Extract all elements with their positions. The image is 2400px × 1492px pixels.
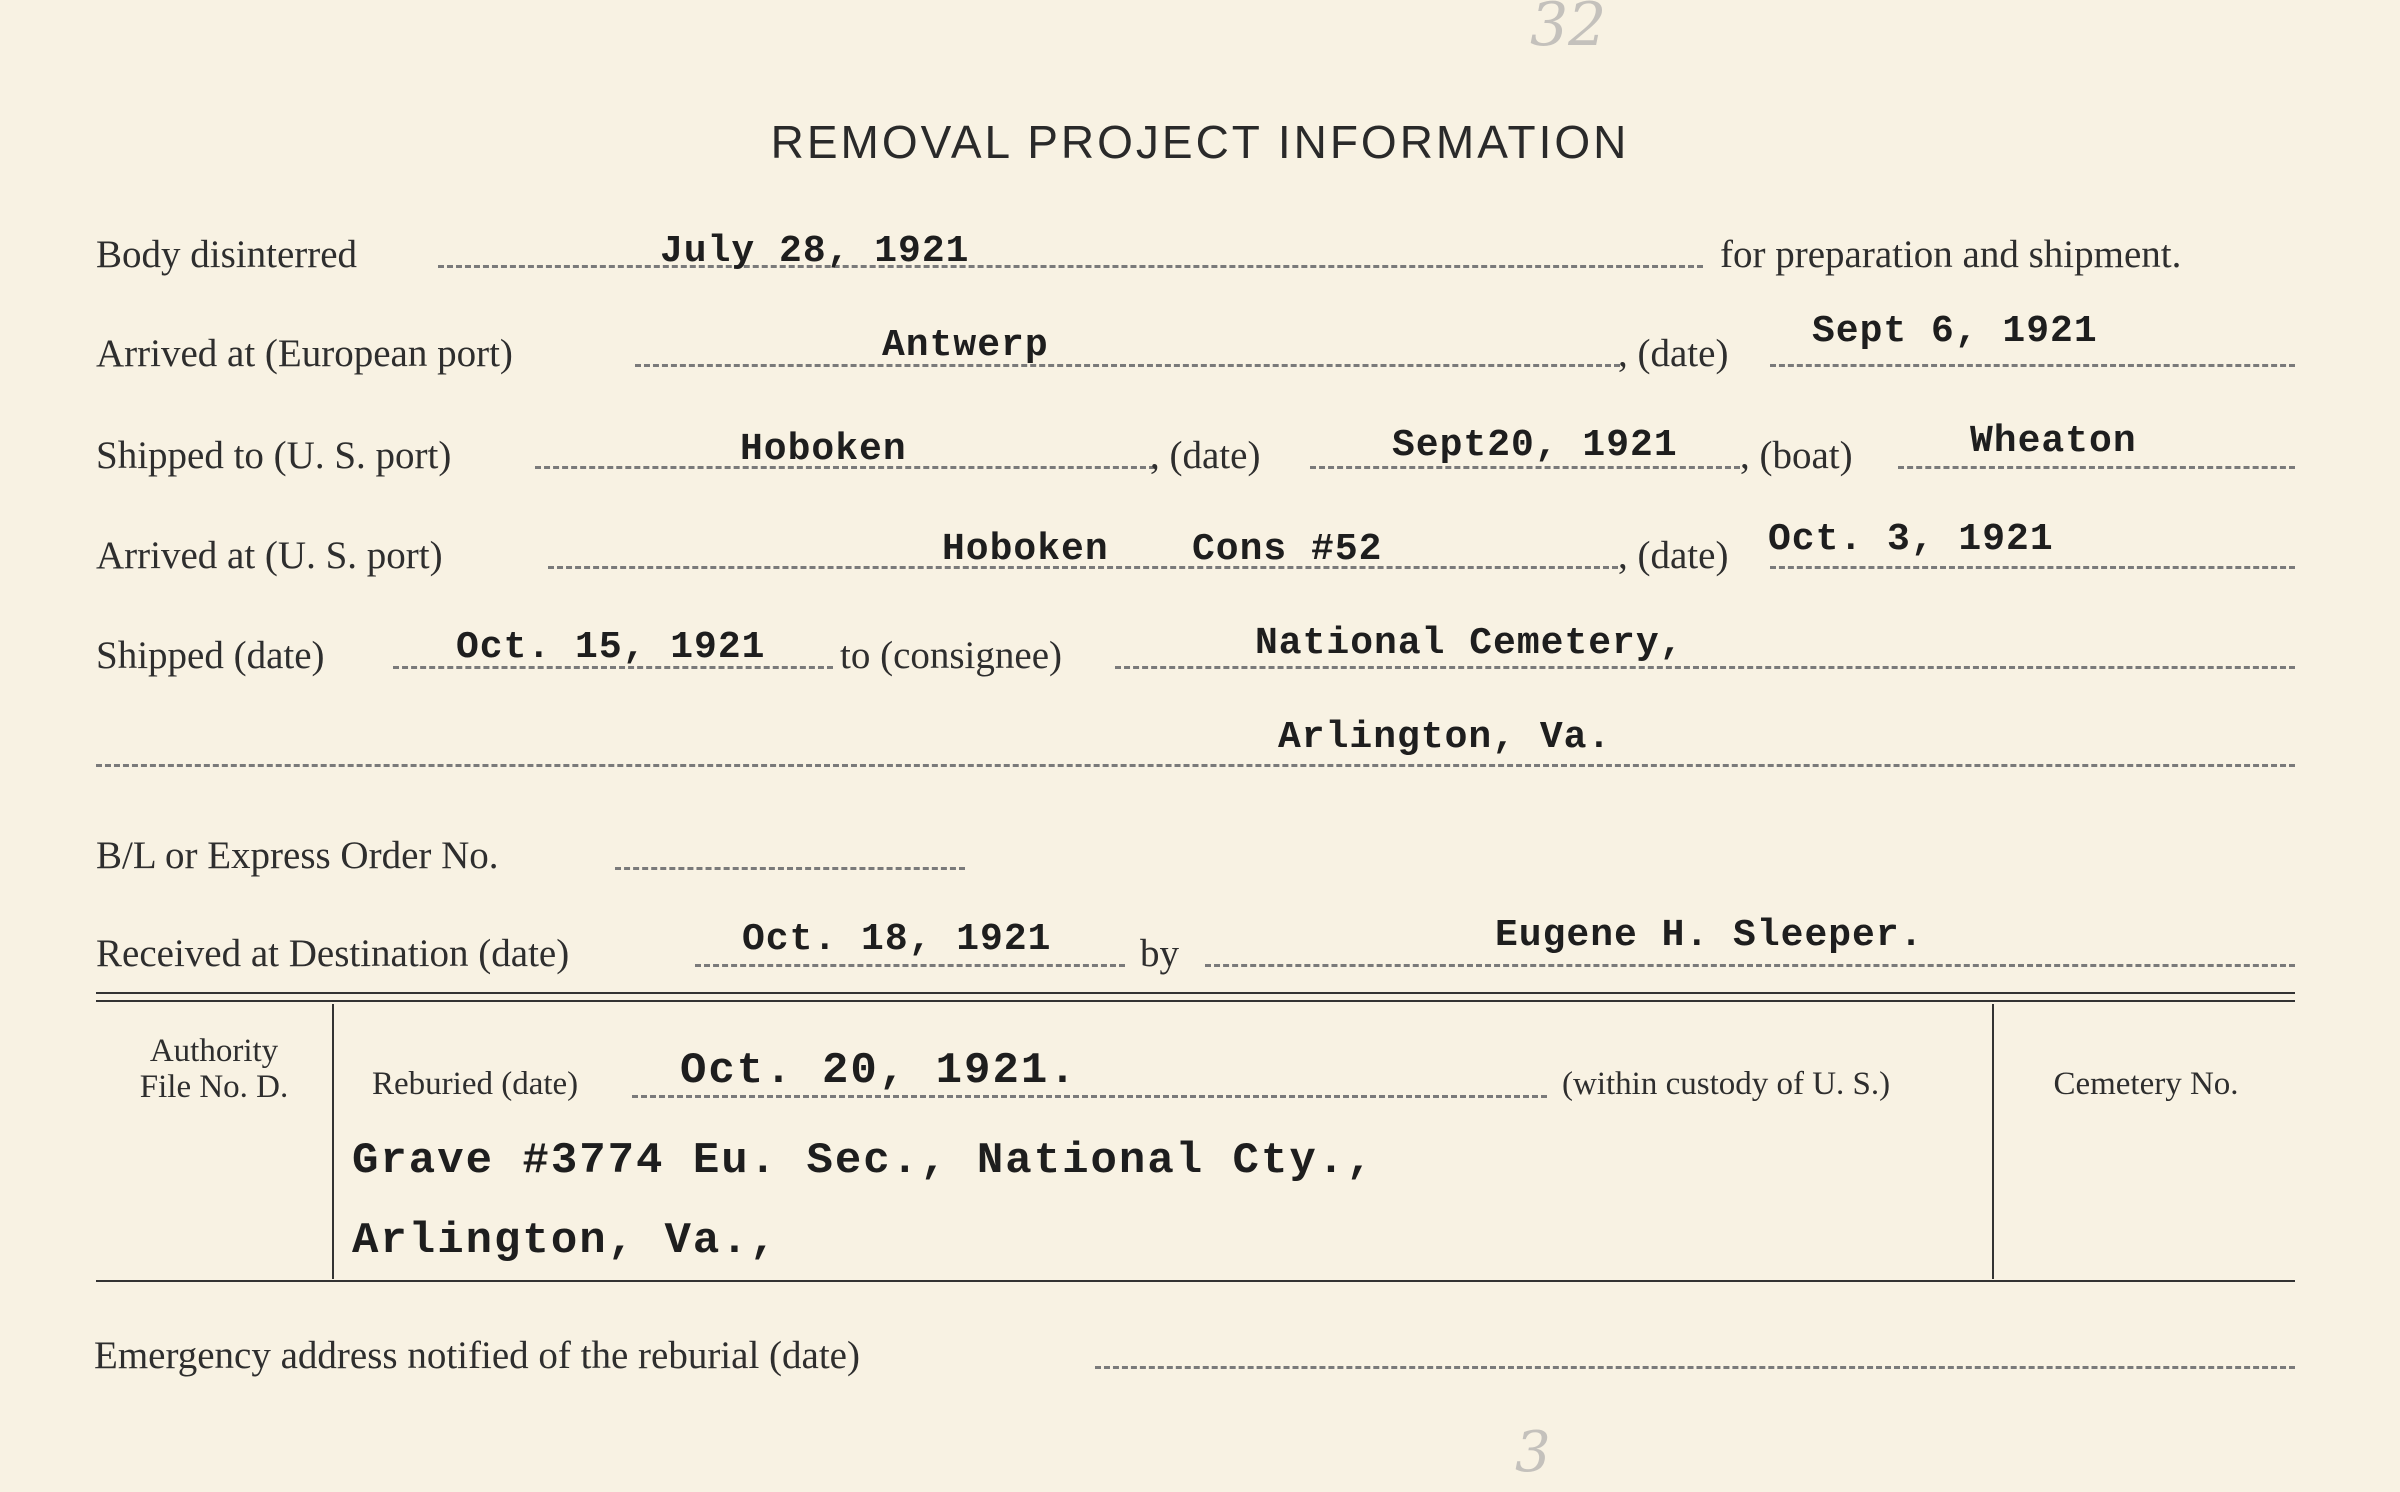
body-disinterred-value: July 28, 1921 [660, 230, 970, 273]
consignee-line-2 [96, 764, 2295, 767]
european-port-value: Antwerp [882, 324, 1049, 367]
bl-order-label: B/L or Express Order No. [96, 834, 499, 877]
us-port-shipped-value: Hoboken [740, 428, 907, 471]
box-divider-right [1992, 1004, 1994, 1279]
received-date-value: Oct. 18, 1921 [742, 918, 1052, 961]
emergency-address-label: Emergency address notified of the reburial (date) [94, 1334, 860, 1377]
us-port-shipped-date-value: Sept20, 1921 [1392, 424, 1678, 467]
received-date-label: Received at Destination (date) [96, 932, 570, 975]
custody-note: (within custody of U. S.) [1562, 1066, 1891, 1102]
box-divider-left [332, 1004, 334, 1279]
us-port-shipped-label: Shipped to (U. S. port) [96, 434, 452, 477]
grave-location-line1: Grave #3774 Eu. Sec., National Cty., [352, 1136, 1375, 1186]
boat-line [1898, 466, 2295, 469]
cemetery-no-label: Cemetery No. [2053, 1066, 2239, 1102]
received-date-line [695, 964, 1125, 967]
grave-location-line2: Arlington, Va., [352, 1216, 779, 1266]
us-port-arrived-value: Hoboken [942, 528, 1109, 571]
body-disinterred-suffix: for preparation and shipment. [1720, 233, 2182, 276]
pencil-mark-bottom: 3 [1515, 1420, 1551, 1485]
european-port-line [635, 364, 1620, 367]
received-by-value: Eugene H. Sleeper. [1495, 914, 1924, 957]
card-title: REMOVAL PROJECT INFORMATION [770, 116, 1630, 168]
boat-value: Wheaton [1970, 420, 2137, 463]
shipped-date-value: Oct. 15, 1921 [456, 626, 766, 669]
authority-label-line1: Authority [149, 1033, 279, 1069]
reburied-date-value: Oct. 20, 1921. [680, 1046, 1078, 1096]
consignment-number: Cons #52 [1192, 528, 1383, 571]
consignee-line [1115, 666, 2295, 669]
consignee-label: to (consignee) [840, 634, 1063, 677]
body-disinterred-line [438, 265, 1703, 268]
received-by-label: by [1140, 932, 1179, 975]
boat-label: , (boat) [1740, 434, 1853, 477]
consignee-value: National Cemetery, [1255, 622, 1684, 665]
us-port-shipped-date-label: , (date) [1150, 434, 1261, 477]
shipped-date-label: Shipped (date) [96, 634, 325, 677]
authority-file-label [100, 1033, 328, 1105]
european-port-date-line [1770, 364, 2295, 367]
pencil-mark-top: 32 [1530, 0, 1607, 60]
bl-order-line [615, 867, 965, 870]
us-port-arrived-date-line [1770, 566, 2295, 569]
emergency-address-line [1095, 1366, 2295, 1369]
box-bottom-rule [96, 1280, 2295, 1282]
box-top-rule-1 [96, 992, 2295, 994]
european-port-date-label: , (date) [1618, 332, 1729, 375]
body-disinterred-label: Body disinterred [96, 233, 358, 276]
european-port-label: Arrived at (European port) [96, 332, 513, 375]
us-port-arrived-date-value: Oct. 3, 1921 [1768, 518, 2054, 561]
authority-label-line2: File No. D. [139, 1069, 289, 1105]
received-by-line [1205, 964, 2295, 967]
us-port-arrived-date-label: , (date) [1618, 534, 1729, 577]
us-port-arrived-label: Arrived at (U. S. port) [96, 534, 443, 577]
consignee-value-line-2: Arlington, Va. [1278, 716, 1612, 759]
box-top-rule-2 [96, 1000, 2295, 1002]
european-port-date-value: Sept 6, 1921 [1812, 310, 2098, 353]
reburied-date-label: Reburied (date) [372, 1066, 579, 1102]
